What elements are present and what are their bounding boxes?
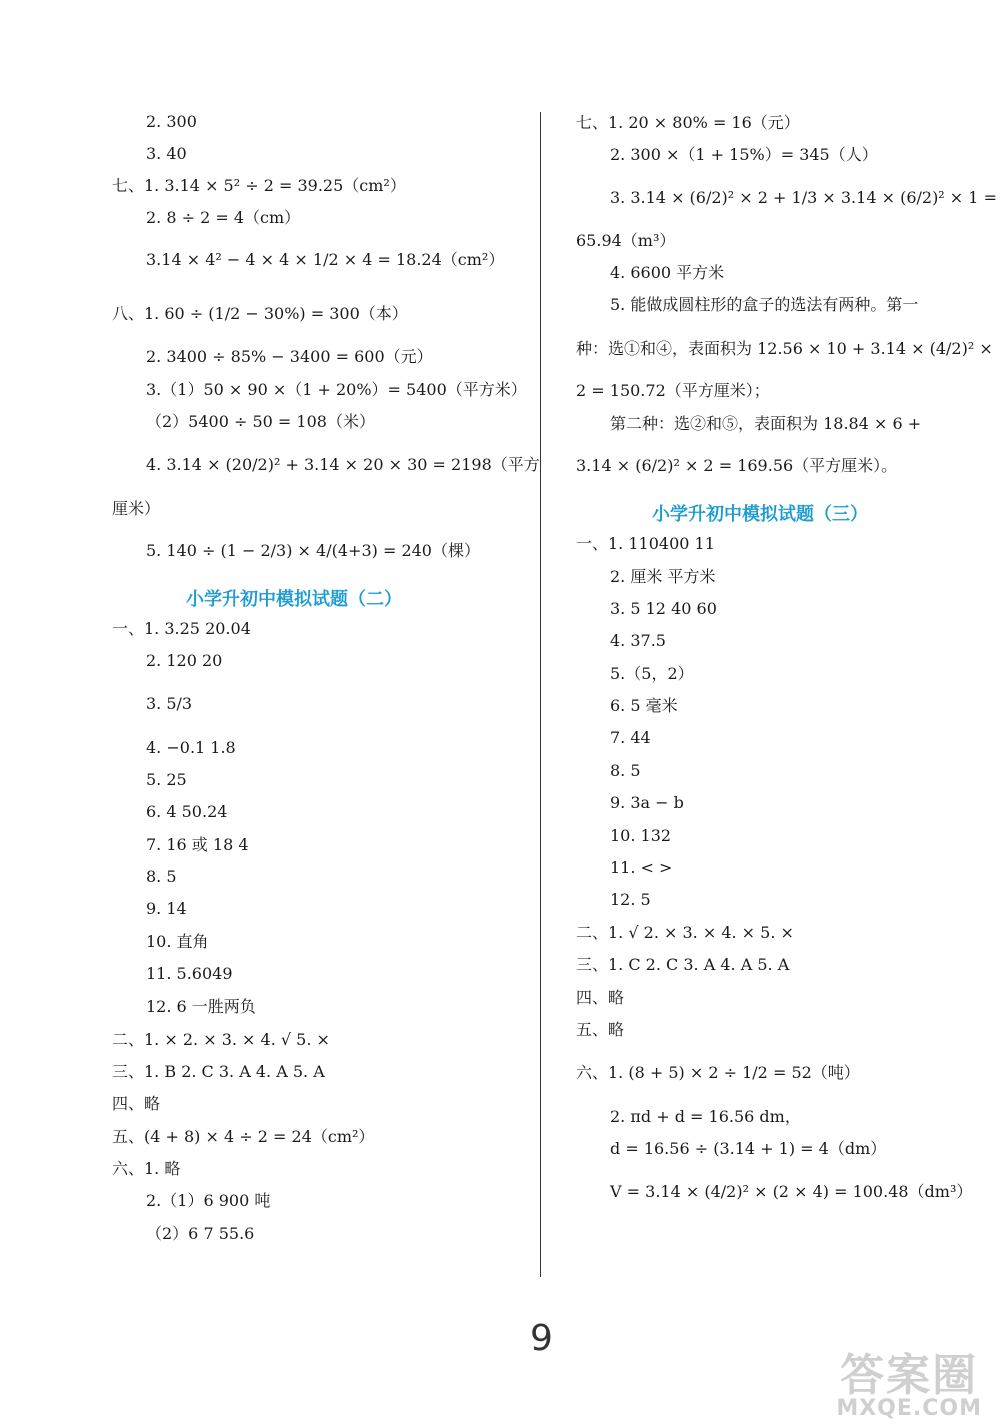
answer-line: 3. 5 12 40 60	[610, 599, 717, 618]
answer-line: 6. 5 毫米	[610, 696, 678, 715]
answer-line: 2. 300 ×（1 + 15%）= 345（人）	[610, 145, 878, 164]
answer-line: 11. 5.6049	[146, 964, 233, 983]
answer-line: 七、1. 3.14 × 5² ÷ 2 = 39.25（cm²）	[112, 176, 406, 195]
answer-line: 12. 6 一胜两负	[146, 997, 256, 1016]
answer-line: 六、1. 略	[112, 1159, 181, 1178]
answer-line: 7. 44	[610, 728, 651, 747]
answer-line: （2）6 7 55.6	[146, 1224, 255, 1243]
answer-line: 3. 5/3	[146, 694, 193, 713]
page-number: 9	[530, 1318, 553, 1359]
answer-line: 2. 厘米 平方米	[610, 567, 716, 586]
answer-line: 八、1. 60 ÷ (1/2 − 30%) = 300（本）	[112, 304, 408, 323]
answer-line: 五、(4 + 8) × 4 ÷ 2 = 24（cm²）	[112, 1127, 375, 1146]
answer-line: 2.（1）6 900 吨	[146, 1191, 271, 1210]
section-title: 小学升初中模拟试题（三）	[652, 504, 868, 525]
answer-line: 10. 直角	[146, 932, 209, 951]
answer-line: 8. 5	[146, 867, 177, 886]
answer-line: 三、1. B 2. C 3. A 4. A 5. A	[112, 1062, 325, 1081]
watermark-text: 答案圈	[840, 1350, 979, 1401]
answer-line: 4. 37.5	[610, 631, 666, 650]
answer-line: 种：选①和④，表面积为 12.56 × 10 + 3.14 × (4/2)² ×	[576, 339, 993, 358]
answer-line: 3.14 × (6/2)² × 2 = 169.56（平方厘米）。	[576, 456, 898, 475]
answer-line: 一、1. 110400 11	[576, 534, 715, 553]
answer-line: 9. 3a − b	[610, 793, 684, 812]
answer-line: 2. 300	[146, 112, 197, 131]
answer-line: （2）5400 ÷ 50 = 108（米）	[146, 412, 375, 431]
answer-line: 5. 140 ÷ (1 − 2/3) × 4/(4+3) = 240（棵）	[146, 541, 480, 560]
answer-line: 9. 14	[146, 899, 187, 918]
answer-line: 4. 3.14 × (20/2)² + 3.14 × 20 × 30 = 2198（平方	[146, 455, 540, 474]
answer-line: 5.（5，2）	[610, 664, 694, 683]
watermark-url: MXQE.COM	[836, 1396, 982, 1421]
column-divider	[540, 112, 541, 1277]
answer-line: 2. 120 20	[146, 651, 223, 670]
answer-line: d = 16.56 ÷ (3.14 + 1) = 4（dm）	[610, 1139, 887, 1158]
answer-line: 3. 40	[146, 144, 187, 163]
answer-line: 四、略	[112, 1094, 161, 1113]
answer-line: 4. −0.1 1.8	[146, 738, 236, 757]
answer-line: 11. < >	[610, 858, 673, 877]
answer-line: 七、1. 20 × 80% = 16（元）	[576, 113, 800, 132]
answer-line: 8. 5	[610, 761, 641, 780]
answer-line: 6. 4 50.24	[146, 802, 228, 821]
section-title: 小学升初中模拟试题（二）	[186, 589, 402, 610]
answer-line: 厘米）	[112, 499, 161, 518]
answer-line: 六、1. (8 + 5) × 2 ÷ 1/2 = 52（吨）	[576, 1063, 860, 1082]
answer-line: 65.94（m³）	[576, 231, 676, 250]
answer-line: 二、1. × 2. × 3. × 4. √ 5. ×	[112, 1030, 330, 1049]
answer-line: 一、1. 3.25 20.04	[112, 619, 251, 638]
answer-line: 2. πd + d = 16.56 dm，	[610, 1107, 801, 1126]
answer-line: 12. 5	[610, 890, 651, 909]
answer-line: 10. 132	[610, 826, 672, 845]
answer-line: 4. 6600 平方米	[610, 263, 725, 282]
answer-line: V = 3.14 × (4/2)² × (2 × 4) = 100.48（dm³）	[610, 1182, 973, 1201]
answer-line: 三、1. C 2. C 3. A 4. A 5. A	[576, 955, 790, 974]
answer-line: 5. 能做成圆柱形的盒子的选法有两种。第一	[610, 295, 919, 314]
answer-line: 2. 3400 ÷ 85% − 3400 = 600（元）	[146, 347, 433, 366]
answer-line: 3.14 × 4² − 4 × 4 × 1/2 × 4 = 18.24（cm²）	[146, 250, 505, 269]
answer-line: 二、1. √ 2. × 3. × 4. × 5. ×	[576, 923, 794, 942]
answer-line: 3.（1）50 × 90 ×（1 + 20%）= 5400（平方米）	[146, 380, 527, 399]
answer-line: 四、略	[576, 988, 625, 1007]
answer-line: 5. 25	[146, 770, 187, 789]
answer-line: 7. 16 或 18 4	[146, 835, 249, 854]
answer-line: 2. 8 ÷ 2 = 4（cm）	[146, 208, 301, 227]
answer-line: 2 = 150.72（平方厘米）；	[576, 381, 770, 400]
watermark-logo	[836, 1350, 982, 1421]
answer-line: 3. 3.14 × (6/2)² × 2 + 1/3 × 3.14 × (6/2)² × 1 =	[610, 188, 997, 207]
answer-line: 第二种：选②和⑤，表面积为 18.84 × 6 +	[610, 414, 922, 433]
answer-line: 五、略	[576, 1020, 625, 1039]
